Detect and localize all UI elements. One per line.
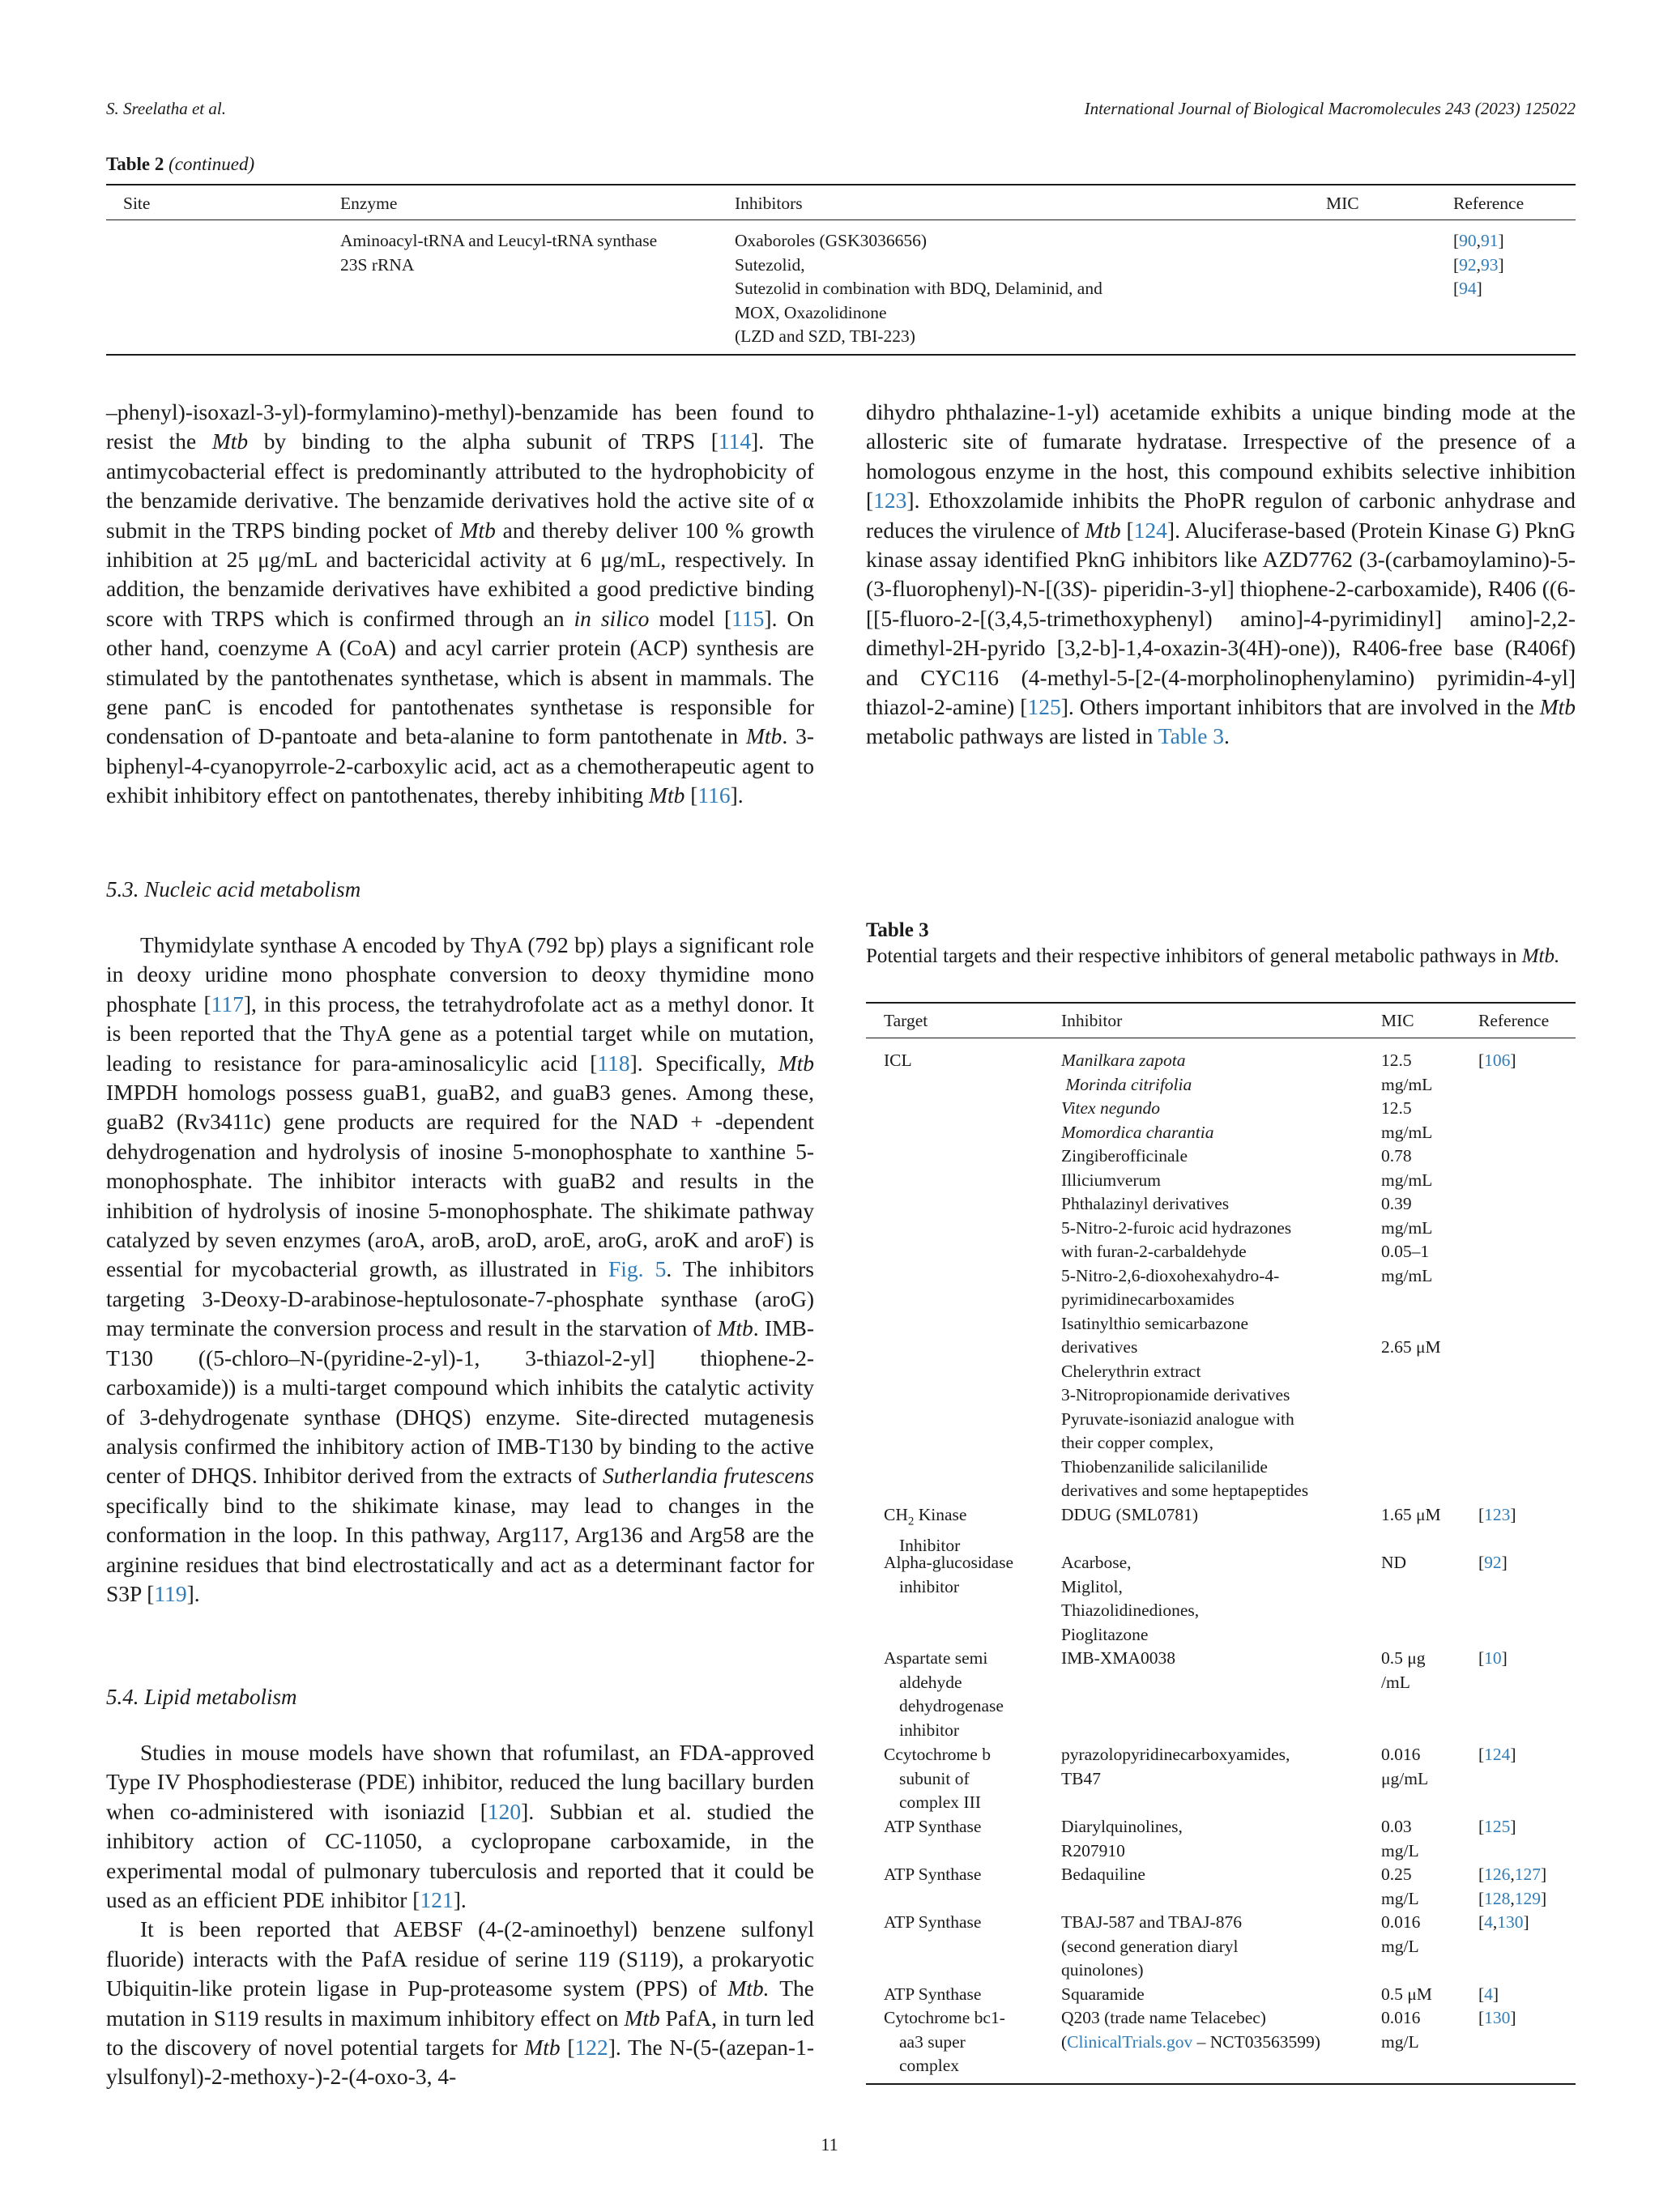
clinicaltrials-link[interactable]: ClinicalTrials.gov — [1067, 2031, 1193, 2052]
table3-cell-target: ATP Synthase — [884, 1912, 982, 1932]
table2-reference-cell: [90,91] [92,93] [94] — [1453, 231, 1504, 298]
table3-cell-reference: [130] — [1478, 2008, 1516, 2027]
table3-cell-mic: 12.5 mg/mL 12.5 mg/mL 0.78 mg/mL 0.39 mg/mL 0.05–1 mg/mL 2.65 μM — [1381, 1051, 1441, 1357]
table3-cell-inhibitor: Manilkara zapota Morinda citrifolia Vitex negundo Momordica charantia Zingiberofficinale Illiciumverum Phthalazinyl derivatives 5-Nitro-2-furoic acid hydrazones with furan-2-carbaldehyde 5-Nitro-2,6-dioxohexahydro-4- pyrimidinecarboxamides Isatinylthio semicarbazone derivatives Chelerythrin extract 3-Nitropropionamide derivatives Pyruvate-isoniazid analogue with their copper complex, Thiobenzanilide salicilanilide derivatives and some heptapeptides — [1061, 1051, 1309, 1500]
citation-link[interactable]: 91 — [1481, 231, 1499, 250]
citation-link[interactable]: 120 — [487, 1798, 522, 1824]
table3-header-target: Target — [884, 1011, 928, 1030]
citation-link[interactable]: 124 — [1484, 1745, 1511, 1764]
citation-link[interactable]: 126 — [1484, 1865, 1511, 1884]
table2-inhibitors-cell: Oxaboroles (GSK3036656) Sutezolid, Sutezolid in combination with BDQ, Delaminid, and MOX, Oxazolidinone (LZD and SZD, TBI-223) — [735, 231, 1102, 346]
citation-link[interactable]: 92 — [1459, 254, 1477, 275]
table3-cell-reference: [4,130] — [1478, 1912, 1529, 1932]
table3-cell-mic: 0.016 mg/L — [1381, 1912, 1421, 1956]
table3-label: Table 3 — [866, 919, 929, 941]
table3-cell-inhibitor: Squaramide — [1061, 1984, 1145, 2004]
citation-link[interactable]: 123 — [1484, 1505, 1511, 1524]
citation-link[interactable]: 94 — [1459, 279, 1477, 298]
citation-link[interactable]: 130 — [1484, 2008, 1511, 2027]
citation-link[interactable]: 123 — [873, 488, 907, 514]
table3-cell-inhibitor: Acarbose, Miglitol, Thiazolidinediones, Pioglitazone — [1061, 1553, 1200, 1644]
table-link[interactable]: Table 3 — [1158, 723, 1225, 749]
citation-link[interactable]: 119 — [154, 1580, 187, 1606]
table3-cell-target: ATP Synthase — [884, 1817, 982, 1836]
table3-cell-inhibitor: pyrazolopyridinecarboxyamides, TB47 — [1061, 1745, 1290, 1788]
left-col-paragraph-1: –phenyl)-isoxazl-3-yl)-formylamino)-methyl)-benzamide has been found to resist the Mtb by binding to the alpha subunit of TRPS [114]. The antimycobacterial effect is predominantly attributed to the hydrophobicity of the benzamide derivative. The benzamide derivatives hold the active site of α submit in the TRPS binding pocket of Mtb and thereby deliver 100 % growth inhibition at 25 μg/mL and bactericidal activity at 6 μg/mL, respectively. In addition, the benzamide derivatives have exhibited a good predictive binding score with TRPS which is confirmed through an in silico model [115]. On other hand, coenzyme A (CoA) and acyl carrier protein (ACP) synthesis are stimulated by the pantothenates synthetase, which is absent in mammals. The gene panC is encoded for pantothenates synthetase is responsible for condensation of D-pantoate and beta-alanine to form pantothenate in Mtb. 3-biphenyl-4-cyanopyrrole-2-carboxylic acid, act as a chemotherapeutic agent to exhibit inhibitory effect on pantothenates, thereby inhibiting Mtb [116]. — [106, 399, 814, 808]
citation-link[interactable]: 93 — [1481, 254, 1499, 275]
table3-cell-mic: 0.5 μg /mL — [1381, 1648, 1426, 1692]
table3-cell-mic: 1.65 μM — [1381, 1505, 1441, 1524]
table3-cell-mic: 0.016 mg/L — [1381, 2008, 1421, 2052]
table2-enzyme-cell: Aminoacyl-tRNA and Leucyl-tRNA synthase 23S rRNA — [340, 231, 658, 275]
section-5-3-heading: 5.3. Nucleic acid metabolism — [106, 877, 361, 901]
table3-cell-inhibitor: TBAJ-587 and TBAJ-876 (second generation diaryl quinolones) — [1061, 1912, 1242, 1980]
citation-link[interactable]: 121 — [420, 1887, 454, 1913]
left-col-paragraph-3: Studies in mouse models have shown that rofumilast, an FDA-approved Type IV Phosphodiesterase (PDE) inhibitor, reduced the lung bacillary burden when co-administered with isoniazid [120]. Subbian et al. studied the inhibitory action of CC-11050, a cyclopropane carboxamide, in the experimental modal of pulmonary tuberculosis and reported that it could be used as an efficient PDE inhibitor [121]. It is been reported that AEBSF (4-(2-aminoethyl) benzene sulfonyl fluoride) interacts with the PafA residue of serine 119 (S119), a prokaryotic Ubiquitin-like protein ligase in Pup-proteasome system (PPS) of Mtb. The mutation in S119 results in maximum inhibitory effect on Mtb PafA, in turn led to the discovery of novel potential targets for Mtb [122]. The N-(5-(azepan-1-ylsulfonyl)-2-methoxy-)-2-(4-oxo-3, 4- — [106, 1740, 815, 2090]
table3-cell-target: ATP Synthase — [884, 1984, 982, 2004]
page-number: 11 — [821, 2134, 838, 2154]
citation-link[interactable]: 124 — [1133, 517, 1167, 543]
table3-cell-target: Cytochrome bc1- aa3 super complex — [884, 2008, 1005, 2075]
citation-link[interactable]: 116 — [697, 782, 731, 808]
citation-link[interactable]: 114 — [718, 428, 752, 454]
table3-cell-mic: 0.03 mg/L — [1381, 1817, 1419, 1860]
table2-header-mic: MIC — [1326, 194, 1359, 213]
citation-link[interactable]: 117 — [211, 991, 244, 1016]
citation-link[interactable]: 118 — [597, 1050, 630, 1076]
citation-link[interactable]: 125 — [1484, 1817, 1511, 1836]
table3-cell-reference: [123] — [1478, 1505, 1516, 1524]
citation-link[interactable]: 4 — [1484, 1984, 1493, 2004]
table3-cell-mic: 0.25 mg/L — [1381, 1865, 1419, 1908]
table3-cell-mic: 0.5 μM — [1381, 1984, 1432, 2004]
citation-link[interactable]: 122 — [574, 2035, 608, 2061]
figure-link[interactable]: Fig. 5 — [608, 1256, 667, 1282]
table3-cell-target: Aspartate semi aldehyde dehydrogenase inhibitor — [884, 1648, 1004, 1740]
table3-cell-target: Ccytochrome b subunit of complex III — [884, 1745, 991, 1812]
table3-cell-reference: [10] — [1478, 1648, 1508, 1668]
citation-link[interactable]: 10 — [1484, 1648, 1502, 1668]
citation-link[interactable]: 127 — [1514, 1865, 1542, 1884]
table3-header-reference: Reference — [1478, 1011, 1550, 1030]
citation-link[interactable]: 92 — [1484, 1553, 1502, 1572]
citation-link[interactable]: 125 — [1027, 694, 1061, 720]
running-header-journal: International Journal of Biological Macromolecules 243 (2023) 125022 — [1084, 99, 1576, 118]
table3-cell-mic: 0.016 μg/mL — [1381, 1745, 1429, 1788]
citation-link[interactable]: 115 — [731, 605, 765, 631]
table3-header-inhibitor: Inhibitor — [1061, 1011, 1123, 1030]
table3-cell-inhibitor: Bedaquiline — [1061, 1865, 1145, 1884]
table2-header-reference: Reference — [1453, 194, 1525, 213]
table2-title: Table 2 (continued) — [106, 154, 255, 174]
citation-link[interactable]: 106 — [1484, 1051, 1511, 1070]
table3-cell-reference: [126,127] [128,129] — [1478, 1865, 1547, 1908]
table3-header-mic: MIC — [1381, 1011, 1414, 1030]
running-header-authors: S. Sreelatha et al. — [106, 99, 226, 118]
table3-cell-inhibitor: DDUG (SML0781) — [1061, 1505, 1199, 1524]
section-5-4-heading: 5.4. Lipid metabolism — [106, 1685, 297, 1709]
table3-cell-reference: [125] — [1478, 1817, 1516, 1836]
citation-link[interactable]: 128 — [1484, 1888, 1511, 1908]
table3-cell-target: Alpha-glucosidase inhibitor — [884, 1553, 1014, 1596]
citation-link[interactable]: 129 — [1514, 1888, 1542, 1908]
right-col-paragraph-1: dihydro phthalazine-1-yl) acetamide exhibits a unique binding mode at the allosteric site of fumarate hydratase. Irrespective of the presence of a homologous enzyme in the host, this compound exhibits selective inhibition [123]. Ethoxzolamide inhibits the PhoPR regulon of carbonic anhydrase and reduces the virulence of Mtb [124]. Aluciferase-based (Protein Kinase G) PknG kinase assay identified PknG inhibitors like AZD7762 (3-(carbamoylamino)-5-(3-fluorophenyl)-N-[(3S)- piperidin-3-yl] thiophene-2-carboxamide), R406 ((6-[[5-fluoro-2-[(3,4,5-trimethoxyphenyl) amino]-4-pyrimidinyl] amino]-2,2-dimethyl-2H-pyrido [3,2-b]-1,4-oxazin-3(4H)-one)), R406-free base (R406f) and CYC116 (4-methyl-5-[2-(4-morpholinophenylamino) pyrimidin-4-yl] thiazol-2-amine) [125]. Others important inhibitors that are involved in the Mtb metabolic pathways are listed in Table 3. — [866, 399, 1576, 749]
table3-cell-reference: [4] — [1478, 1984, 1499, 2004]
table3-cell-reference: [92] — [1478, 1553, 1508, 1572]
table3-cell-target: $CH_2$ Kinase Inhibitor — [884, 1505, 967, 1555]
table3-cell-target: ATP Synthase — [884, 1865, 982, 1884]
table3-caption: Potential targets and their respective inhibitors of general metabolic pathways in Mtb. — [866, 945, 1560, 967]
citation-link[interactable]: 130 — [1497, 1912, 1524, 1932]
table2-header-site: Site — [123, 194, 151, 213]
table3-cell-inhibitor: IMB-XMA0038 — [1061, 1648, 1175, 1668]
table3-cell-inhibitor: Diarylquinolines, R207910 — [1061, 1817, 1183, 1860]
table3-cell-inhibitor: Q203 (trade name Telacebec) (ClinicalTrials.gov – NCT03563599) — [1061, 2008, 1320, 2052]
table2-header-inhibitors: Inhibitors — [735, 194, 803, 213]
table3-cell-mic: ND — [1381, 1553, 1407, 1572]
table3-cell-reference: [106] — [1478, 1051, 1516, 1070]
table2-header-enzyme: Enzyme — [340, 194, 398, 213]
citation-link[interactable]: 4 — [1484, 1912, 1493, 1932]
citation-link[interactable]: 90 — [1459, 231, 1477, 250]
table3-cell-reference: [124] — [1478, 1745, 1516, 1764]
left-col-paragraph-2: Thymidylate synthase A encoded by ThyA (792 bp) plays a significant role in deoxy uridine mono phosphate conversion to deoxy thymidine mono phosphate [117], in this process, the tetrahydrofolate act as a methyl donor. It is been reported that the ThyA gene as a potential target while on mutation, leading to resistance for para-aminosalicylic acid [118]. Specifically, Mtb IMPDH homologs possess guaB1, guaB2, and guaB3 genes. Among these, guaB2 (Rv3411c) gene products are required for the NAD + -dependent dehydrogenation and hydrolysis of inosine 5-monophosphate to xanthine 5-monophosphate. The inhibitor interacts with guaB2 and results in the inhibition of hydrolysis of inosine 5-monophosphate. The shikimate pathway catalyzed by seven enzymes (aroA, aroB, aroD, aroE, aroG, aroK and aroF) is essential for mycobacterial growth, as illustrated in Fig. 5. The inhibitors targeting 3-Deoxy-D-arabinose-heptulosonate-7-phosphate synthase (aroG) may terminate the conversion process and result in the starvation of Mtb. IMB-T130 ((5-chloro–N-(pyridine-2-yl)-1, 3-thiazol-2-yl] thiophene-2-carboxamide)) is a multi-target compound which inhibits the catalytic activity of 3-dehydrogenate synthase (DHQS) enzyme. Site-directed mutagenesis analysis confirmed the inhibitory action of IMB-T130 by binding to the active center of DHQS. Inhibitor derived from the extracts of Sutherlandia frutescens specifically bind to the shikimate kinase, may lead to changes in the conformation in the loop. In this pathway, Arg117, Arg136 and Arg58 are the arginine residues that bind electrostatically and act as a determinant factor for S3P [119]. — [106, 932, 815, 1606]
table3-cell-target: ICL — [884, 1051, 912, 1070]
